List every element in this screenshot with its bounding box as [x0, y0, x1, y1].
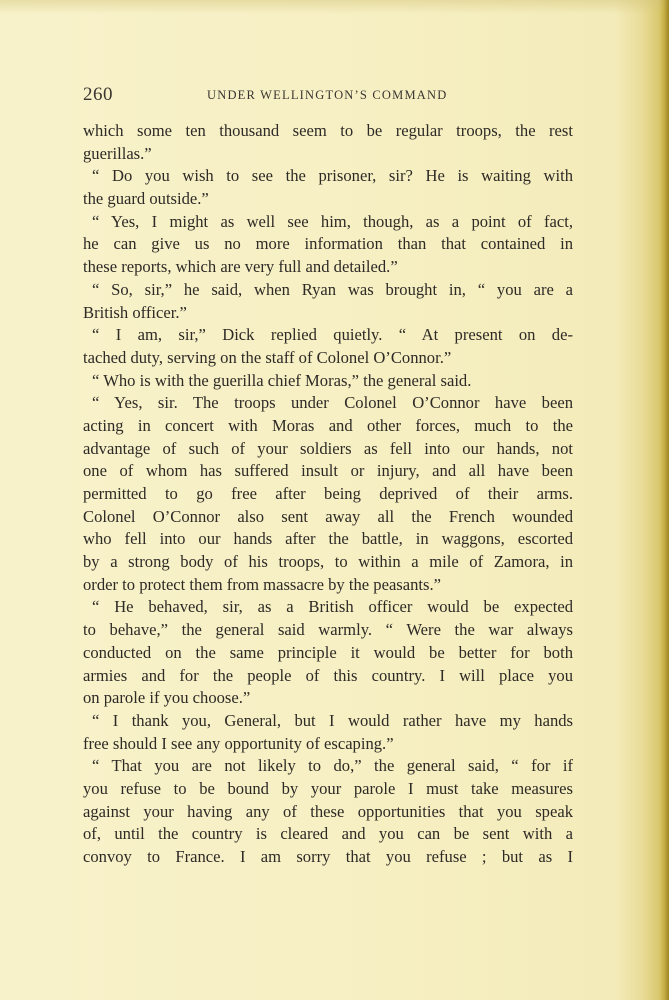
text-line: conducted on the same principle it would be better for both — [83, 642, 573, 662]
text-line: he can give us no more information than that contained in — [83, 234, 573, 254]
text-line: Colonel O’Connor also sent away all the French wounded — [83, 506, 573, 526]
page-top-shadow — [0, 0, 669, 14]
text-line: “ Who is with the guerilla chief Moras,” the general said. — [92, 370, 472, 390]
text-line: permitted to go free after being deprived of their arms. — [83, 484, 573, 503]
text-line: “ So, sir,” he said, when Ryan was brought in, “ you are a — [92, 279, 573, 299]
text-line: “ I am, sir,” Dick replied quietly. “ At present on de- — [92, 325, 573, 345]
text-line: these reports, which are very full and detailed.” — [83, 257, 398, 277]
text-line: which some ten thousand seem to be regular troops, the rest — [83, 121, 573, 140]
text-line: by a strong body of his troops, to within a mile of Zamora, in — [83, 552, 573, 572]
text-line: who fell into our hands after the battle, in waggons, escorted — [83, 529, 573, 549]
text-line: guerillas.” — [83, 143, 152, 163]
running-head — [83, 84, 573, 108]
page-number: 260 — [83, 84, 113, 105]
text-line: British officer.” — [83, 302, 187, 322]
text-line: one of whom has suffered insult or injury, and all have been — [83, 461, 573, 481]
text-line: “ He behaved, sir, as a British officer would be expected — [92, 597, 573, 617]
text-line: you refuse to be bound by your parole I must take measures — [83, 778, 573, 798]
text-line: convoy to France. I am sorry that you refuse ; but as I — [83, 847, 573, 866]
text-line: “ Yes, I might as well see him, though, as a point of fact, — [92, 211, 573, 231]
text-line: armies and for the people of this country. I will place you — [83, 665, 573, 685]
text-line: order to protect them from massacre by the peasants.” — [83, 574, 442, 594]
text-line: against your having any of these opportunities that you speak — [83, 801, 573, 821]
running-title: UNDER WELLINGTON’S COMMAND — [207, 88, 448, 102]
page-binding-edge — [659, 0, 669, 1000]
text-line: acting in concert with Moras and other forces, much to the — [83, 415, 573, 435]
text-line: “ Do you wish to see the prisoner, sir? He is waiting with — [92, 166, 573, 186]
text-line: “ Yes, sir. The troops under Colonel O’Connor have been — [92, 393, 573, 413]
text-line: “ That you are not likely to do,” the general said, “ for if — [92, 756, 573, 776]
text-line: free should I see any opportunity of escaping.” — [83, 733, 394, 753]
body-text — [83, 120, 573, 869]
text-line: “ I thank you, General, but I would rather have my hands — [92, 710, 573, 730]
text-line: to behave,” the general said warmly. “ Were the war always — [83, 620, 573, 640]
text-line: advantage of such of your soldiers as fell into our hands, not — [83, 438, 573, 458]
text-line: of, until the country is cleared and you can be sent with a — [83, 824, 573, 844]
text-line: on parole if you choose.” — [83, 688, 251, 708]
text-line: tached duty, serving on the staff of Colonel O’Connor.” — [83, 347, 452, 367]
text-line: the guard outside.” — [83, 189, 209, 209]
